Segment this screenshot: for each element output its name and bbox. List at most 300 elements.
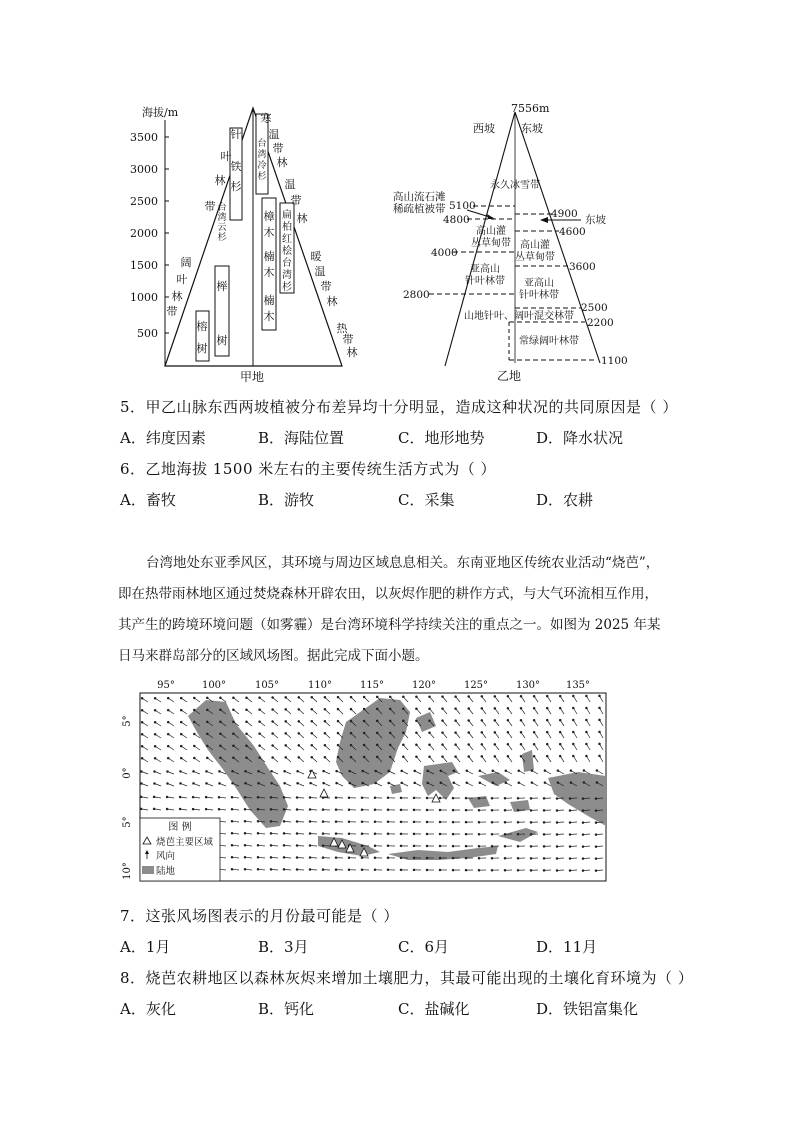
wind-arrow-head xyxy=(465,869,467,871)
wind-arrow-head xyxy=(492,770,494,772)
box-label: 木 xyxy=(263,226,275,239)
wind-arrow-head xyxy=(361,833,363,835)
wind-arrow-head xyxy=(413,869,415,871)
lon-label: 120° xyxy=(411,680,437,691)
wind-arrow-head xyxy=(491,821,493,823)
wind-arrow-head xyxy=(232,782,234,784)
wind-arrow-head xyxy=(504,869,506,871)
wind-arrow-head xyxy=(544,770,546,772)
wind-arrow-head xyxy=(440,770,442,772)
wind-arrow-head xyxy=(530,798,532,800)
wind-arrow-head xyxy=(244,844,246,846)
passage xyxy=(118,548,678,672)
wind-arrow-head xyxy=(556,810,558,812)
wind-arrow-head xyxy=(283,857,285,859)
wind-arrow-head xyxy=(442,708,444,710)
wind-arrow-head xyxy=(245,782,247,784)
q7-option-b[interactable]: B．3月 xyxy=(258,938,309,956)
wind-arrow-head xyxy=(504,797,506,799)
wind-arrow-head xyxy=(416,696,418,698)
y-axis-label: 海拔/m xyxy=(142,106,179,119)
wind-arrow-head xyxy=(481,744,483,746)
wind-arrow-head xyxy=(507,695,509,697)
wind-arrow-head xyxy=(324,756,326,758)
wind-arrow-head xyxy=(518,782,520,784)
wind-arrow-head xyxy=(491,857,493,859)
q7-option-c[interactable]: C．6月 xyxy=(398,938,450,956)
wind-arrow-head xyxy=(427,770,429,772)
wind-arrow-head xyxy=(455,732,457,734)
wind-arrow-head xyxy=(507,743,509,745)
wind-arrow-head xyxy=(559,755,561,757)
wind-arrow-head xyxy=(374,845,376,847)
wind-arrow-head xyxy=(309,821,311,823)
wind-arrow-head xyxy=(363,720,365,722)
wind-arrow-head xyxy=(479,782,481,784)
legend-wind: 风向 xyxy=(156,851,176,862)
wind-arrow-head xyxy=(350,696,352,698)
box-label: 云 xyxy=(217,223,227,233)
wind-arrow-head xyxy=(324,720,326,722)
wind-arrow-head xyxy=(259,697,261,699)
wind-arrow-head xyxy=(583,782,585,784)
wind-arrow-head xyxy=(335,833,337,835)
wind-arrow-head xyxy=(193,745,195,747)
wind-arrow-head xyxy=(504,809,506,811)
wind-arrow-head xyxy=(322,845,324,847)
wind-arrow-head xyxy=(231,856,233,858)
wind-arrow-head xyxy=(375,770,377,772)
passage-line: 即在热带雨林地区通过焚烧森林开辟农田，以灰烬作肥的耕作方式，与大气环流相互作用， xyxy=(118,586,658,602)
wind-arrow-head xyxy=(231,832,233,834)
legend-title: 图 例 xyxy=(168,822,192,833)
wind-arrow-head xyxy=(533,695,535,697)
wind-arrow-head xyxy=(388,770,390,772)
wind-arrow-head xyxy=(270,845,272,847)
wind-arrow-head xyxy=(478,833,480,835)
zone-label: 林 xyxy=(296,212,308,225)
q5-option-c[interactable]: C．地形地势 xyxy=(398,429,485,447)
wind-arrow-head xyxy=(296,857,298,859)
wind-arrow-head xyxy=(402,708,404,710)
wind-arrow-head xyxy=(389,744,391,746)
wind-arrow-head xyxy=(556,798,558,800)
wind-arrow-head xyxy=(518,770,520,772)
wind-arrow-head xyxy=(465,809,467,811)
wind-arrow-head xyxy=(413,809,415,811)
wind-arrow-head xyxy=(582,810,584,812)
wind-arrow-head xyxy=(439,857,441,859)
wind-arrow-head xyxy=(166,808,168,810)
belt-label: 高山灌 xyxy=(476,226,506,237)
belt-label: 针叶林带 xyxy=(519,290,559,301)
wind-arrow-head xyxy=(520,707,522,709)
wind-arrow-head xyxy=(337,696,339,698)
wind-arrow-head xyxy=(362,782,364,784)
wind-arrow-head xyxy=(586,731,588,733)
wind-arrow-head xyxy=(374,797,376,799)
box-label: 湾 xyxy=(257,150,267,160)
wind-arrow-head xyxy=(311,732,313,734)
wind-arrow-head xyxy=(270,821,272,823)
value-label: 4800 xyxy=(443,214,470,226)
wind-arrow-head xyxy=(297,770,299,772)
wind-arrow-head xyxy=(283,809,285,811)
zone-label: 林 xyxy=(276,156,288,169)
wind-arrow-head xyxy=(530,846,532,848)
wind-arrow-head xyxy=(586,719,588,721)
zone-label: 带 xyxy=(320,280,332,293)
wind-arrow-head xyxy=(362,770,364,772)
wind-arrow-head xyxy=(257,796,259,798)
lat-label: 10° xyxy=(122,862,133,880)
wind-arrow-head xyxy=(533,755,535,757)
q7-option-a[interactable]: A．1月 xyxy=(120,938,171,956)
q8-option-a[interactable]: A．灰化 xyxy=(120,1000,176,1018)
wind-arrow-head xyxy=(154,745,156,747)
wind-arrow-head xyxy=(296,797,298,799)
wind-arrow-head xyxy=(140,808,142,810)
wind-arrow-head xyxy=(220,757,222,759)
wind-arrow-head xyxy=(311,696,313,698)
box-label: 杉 xyxy=(230,180,242,193)
wind-arrow-head xyxy=(348,857,350,859)
wind-arrow-head xyxy=(452,821,454,823)
wind-arrow-head xyxy=(494,708,496,710)
wind-field-map xyxy=(118,676,618,886)
q6-option-b[interactable]: B．游牧 xyxy=(258,491,315,509)
wind-arrow-head xyxy=(494,720,496,722)
passage-line: 其产生的跨境环境问题（如雾霾）是台湾环境科学持续关注的重点之一。如图为 2025 年某 xyxy=(118,617,661,633)
wind-arrow-head xyxy=(180,709,182,711)
wind-arrow-head xyxy=(361,797,363,799)
box-label: 柏 xyxy=(282,222,292,233)
zone-label: 叶 xyxy=(176,273,188,286)
box-label: 铁 xyxy=(230,160,242,173)
east-slope-label: 东坡 xyxy=(521,122,543,135)
box-label: 台 xyxy=(257,139,267,149)
wind-arrow-head xyxy=(376,708,378,710)
q5-option-b[interactable]: B．海陆位置 xyxy=(258,429,345,447)
wind-arrow-head xyxy=(246,721,248,723)
wind-arrow-head xyxy=(336,782,338,784)
wind-arrow-head xyxy=(374,857,376,859)
wind-arrow-head xyxy=(141,757,143,759)
wind-arrow-head xyxy=(335,797,337,799)
wind-arrow-head xyxy=(141,733,143,735)
lon-label: 100° xyxy=(201,680,227,691)
wind-arrow-head xyxy=(311,756,313,758)
zone-label: 带 xyxy=(290,194,302,207)
wind-arrow-head xyxy=(546,731,548,733)
wind-arrow-head xyxy=(452,857,454,859)
wind-arrow-head xyxy=(595,822,597,824)
q8-option-c[interactable]: C．盐碱化 xyxy=(398,1000,470,1018)
wind-arrow-head xyxy=(556,834,558,836)
wind-arrow-head xyxy=(233,721,235,723)
wind-arrow-head xyxy=(231,820,233,822)
wind-arrow-head xyxy=(413,797,415,799)
wind-arrow-head xyxy=(416,720,418,722)
wind-arrow-head xyxy=(546,707,548,709)
wind-arrow-head xyxy=(439,821,441,823)
question-6-stem: 6．乙地海拔 1500 米左右的主要传统生活方式为（ ） xyxy=(120,460,497,478)
left-note: 稀疏植被带 xyxy=(393,203,446,215)
wind-arrow-head xyxy=(491,809,493,811)
y-tick: 2000 xyxy=(130,227,158,240)
wind-arrow-head xyxy=(141,745,143,747)
wind-arrow-head xyxy=(455,756,457,758)
wind-arrow-head xyxy=(324,708,326,710)
belt-label: 高山灌 xyxy=(520,240,550,251)
wind-arrow-head xyxy=(244,808,246,810)
wind-arrow-head xyxy=(218,796,220,798)
wind-arrow-head xyxy=(427,782,429,784)
wind-arrow-head xyxy=(298,757,300,759)
wind-arrow-head xyxy=(296,833,298,835)
wind-arrow-head xyxy=(570,770,572,772)
question-5-stem: 5．甲乙山脉东西两坡植被分布差异均十分明显，造成这种状况的共同原因是（ ） xyxy=(120,398,678,416)
wind-arrow-head xyxy=(426,797,428,799)
wind-arrow-head xyxy=(361,857,363,859)
lon-label: 135° xyxy=(565,680,591,691)
wind-arrow-head xyxy=(350,720,352,722)
wind-arrow-head xyxy=(586,695,588,697)
wind-arrow-head xyxy=(141,709,143,711)
wind-arrow-head xyxy=(401,782,403,784)
wind-arrow-head xyxy=(285,709,287,711)
box-label: 台 xyxy=(217,203,227,213)
wind-arrow-head xyxy=(429,696,431,698)
wind-arrow-head xyxy=(298,697,300,699)
wind-arrow-head xyxy=(246,697,248,699)
wind-arrow-head xyxy=(140,796,142,798)
wind-arrow-head xyxy=(586,707,588,709)
wind-arrow-head xyxy=(533,731,535,733)
wind-arrow-head xyxy=(530,834,532,836)
wind-arrow-head xyxy=(270,809,272,811)
wind-arrow-head xyxy=(402,732,404,734)
wind-arrow-head xyxy=(296,821,298,823)
wind-arrow-head xyxy=(167,697,169,699)
wind-arrow-head xyxy=(206,771,208,773)
wind-arrow-head xyxy=(232,770,234,772)
value-label: 2500 xyxy=(581,302,608,314)
belt-label: 常绿阔叶林带 xyxy=(519,336,579,347)
wind-arrow-head xyxy=(361,809,363,811)
wind-arrow-head xyxy=(310,782,312,784)
wind-arrow-head xyxy=(270,833,272,835)
belt-label: 针叶林带 xyxy=(465,276,505,287)
y-tick: 2500 xyxy=(130,195,158,208)
wind-arrow-head xyxy=(599,743,601,745)
wind-arrow-head xyxy=(167,745,169,747)
box-label: 台 xyxy=(282,258,292,269)
wind-arrow-head xyxy=(361,845,363,847)
wind-arrow-head xyxy=(220,733,222,735)
wind-arrow-head xyxy=(452,797,454,799)
wind-arrow-head xyxy=(416,708,418,710)
figure-jia xyxy=(120,98,370,388)
wind-arrow-head xyxy=(350,732,352,734)
zone-label: 林 xyxy=(214,174,226,187)
wind-arrow-head xyxy=(543,870,545,872)
wind-arrow-head xyxy=(376,696,378,698)
wind-arrow-head xyxy=(257,832,259,834)
wind-arrow-head xyxy=(389,732,391,734)
wind-arrow-head xyxy=(374,809,376,811)
wind-arrow-head xyxy=(569,810,571,812)
value-label: 1100 xyxy=(601,355,628,367)
wind-arrow-head xyxy=(322,857,324,859)
lat-label: 5° xyxy=(122,715,133,727)
wind-arrow-head xyxy=(271,770,273,772)
west-slope-label: 西坡 xyxy=(473,122,495,135)
belt-label: 亚高山 xyxy=(470,264,500,275)
wind-arrow-head xyxy=(556,846,558,848)
zone-label: 带 xyxy=(272,142,284,155)
wind-arrow-head xyxy=(517,797,519,799)
figure-caption: 甲地 xyxy=(240,370,265,384)
figure-yi xyxy=(385,98,628,388)
wind-arrow-head xyxy=(297,782,299,784)
wind-arrow-head xyxy=(530,870,532,872)
q6-option-d[interactable]: D．农耕 xyxy=(536,491,594,509)
wind-arrow-head xyxy=(556,858,558,860)
wind-arrow-head xyxy=(259,757,261,759)
wind-arrow-head xyxy=(595,810,597,812)
zone-label: 热 xyxy=(336,322,348,335)
wind-arrow-head xyxy=(206,783,208,785)
q8-option-b[interactable]: B．钙化 xyxy=(258,1000,315,1018)
wind-arrow-head xyxy=(572,707,574,709)
wind-arrow-head xyxy=(595,870,597,872)
q5-option-a[interactable]: A．纬度因素 xyxy=(120,429,206,447)
wind-arrow-head xyxy=(154,721,156,723)
wind-arrow-head xyxy=(478,797,480,799)
wind-arrow-head xyxy=(596,782,598,784)
q6-option-a[interactable]: A．畜牧 xyxy=(120,491,176,509)
wind-arrow-head xyxy=(491,797,493,799)
wind-arrow-head xyxy=(167,771,169,773)
box-label: 樟 xyxy=(263,210,275,223)
wind-arrow-head xyxy=(595,834,597,836)
wind-arrow-head xyxy=(559,707,561,709)
wind-arrow-head xyxy=(257,856,259,858)
wind-arrow-head xyxy=(517,809,519,811)
wind-arrow-head xyxy=(439,797,441,799)
wind-arrow-head xyxy=(569,798,571,800)
wind-arrow-head xyxy=(543,846,545,848)
q6-option-c[interactable]: C．采集 xyxy=(398,491,455,509)
wind-arrow-head xyxy=(492,782,494,784)
wind-arrow-head xyxy=(311,720,313,722)
wind-arrow-head xyxy=(335,809,337,811)
q8-option-d[interactable]: D．铁铝富集化 xyxy=(536,1000,639,1018)
wind-arrow-head xyxy=(180,697,182,699)
wind-arrow-head xyxy=(283,797,285,799)
longitude-labels xyxy=(157,680,590,691)
wind-arrow-head xyxy=(193,721,195,723)
wind-arrow-head xyxy=(468,696,470,698)
q7-option-d[interactable]: D．11月 xyxy=(536,938,598,956)
wind-arrow-head xyxy=(413,857,415,859)
wind-arrow-head xyxy=(348,821,350,823)
wind-arrow-head xyxy=(465,797,467,799)
wind-arrow-head xyxy=(556,822,558,824)
wind-arrow-head xyxy=(141,771,143,773)
wind-arrow-head xyxy=(337,756,339,758)
wind-arrow-head xyxy=(349,782,351,784)
wind-arrow-head xyxy=(309,809,311,811)
wind-arrow-head xyxy=(570,782,572,784)
wind-arrow-head xyxy=(285,733,287,735)
wind-arrow-head xyxy=(530,810,532,812)
wind-arrow-head xyxy=(543,834,545,836)
wind-arrow-head xyxy=(426,821,428,823)
wind-arrow-head xyxy=(494,756,496,758)
wind-arrow-head xyxy=(569,846,571,848)
wind-arrow-head xyxy=(167,709,169,711)
wind-arrow-head xyxy=(220,697,222,699)
wind-arrow-head xyxy=(335,821,337,823)
wind-arrow-head xyxy=(481,732,483,734)
wind-arrow-head xyxy=(481,756,483,758)
wind-arrow-head xyxy=(246,757,248,759)
wind-arrow-head xyxy=(271,782,273,784)
wind-arrow-head xyxy=(350,756,352,758)
wind-arrow-head xyxy=(413,833,415,835)
wind-arrow-head xyxy=(400,869,402,871)
wind-arrow-head xyxy=(416,732,418,734)
wind-arrow-head xyxy=(322,833,324,835)
box-label: 杉 xyxy=(257,172,267,182)
wind-arrow-head xyxy=(559,719,561,721)
wind-arrow-head xyxy=(363,744,365,746)
wind-arrow-head xyxy=(154,757,156,759)
wind-arrow-head xyxy=(193,733,195,735)
wind-arrow-head xyxy=(180,783,182,785)
wind-arrow-head xyxy=(193,771,195,773)
wind-arrow-head xyxy=(153,796,155,798)
wind-arrow-head xyxy=(572,719,574,721)
wind-arrow-head xyxy=(206,733,208,735)
wind-arrow-head xyxy=(546,695,548,697)
land-swatch-icon xyxy=(142,866,154,874)
figure-caption: 乙地 xyxy=(497,369,522,383)
wind-arrow-head xyxy=(283,845,285,847)
wind-arrow-head xyxy=(258,770,260,772)
y-tick: 3500 xyxy=(130,131,158,144)
wind-arrow-head xyxy=(180,771,182,773)
wind-arrow-head xyxy=(257,868,259,870)
wind-arrow-head xyxy=(466,782,468,784)
wind-arrow-head xyxy=(272,757,274,759)
box-label: 桧 xyxy=(282,246,292,257)
q5-option-d[interactable]: D．降水状况 xyxy=(536,429,624,447)
wind-arrow-head xyxy=(192,796,194,798)
zone-label: 带 xyxy=(166,305,178,318)
lon-label: 130° xyxy=(515,680,541,691)
wind-arrow-head xyxy=(270,797,272,799)
wind-arrow-head xyxy=(387,821,389,823)
wind-arrow-head xyxy=(429,744,431,746)
wind-arrow-head xyxy=(481,708,483,710)
wind-arrow-head xyxy=(259,721,261,723)
wind-arrow-head xyxy=(543,822,545,824)
wind-arrow-head xyxy=(257,808,259,810)
box-label: 木 xyxy=(263,266,275,279)
